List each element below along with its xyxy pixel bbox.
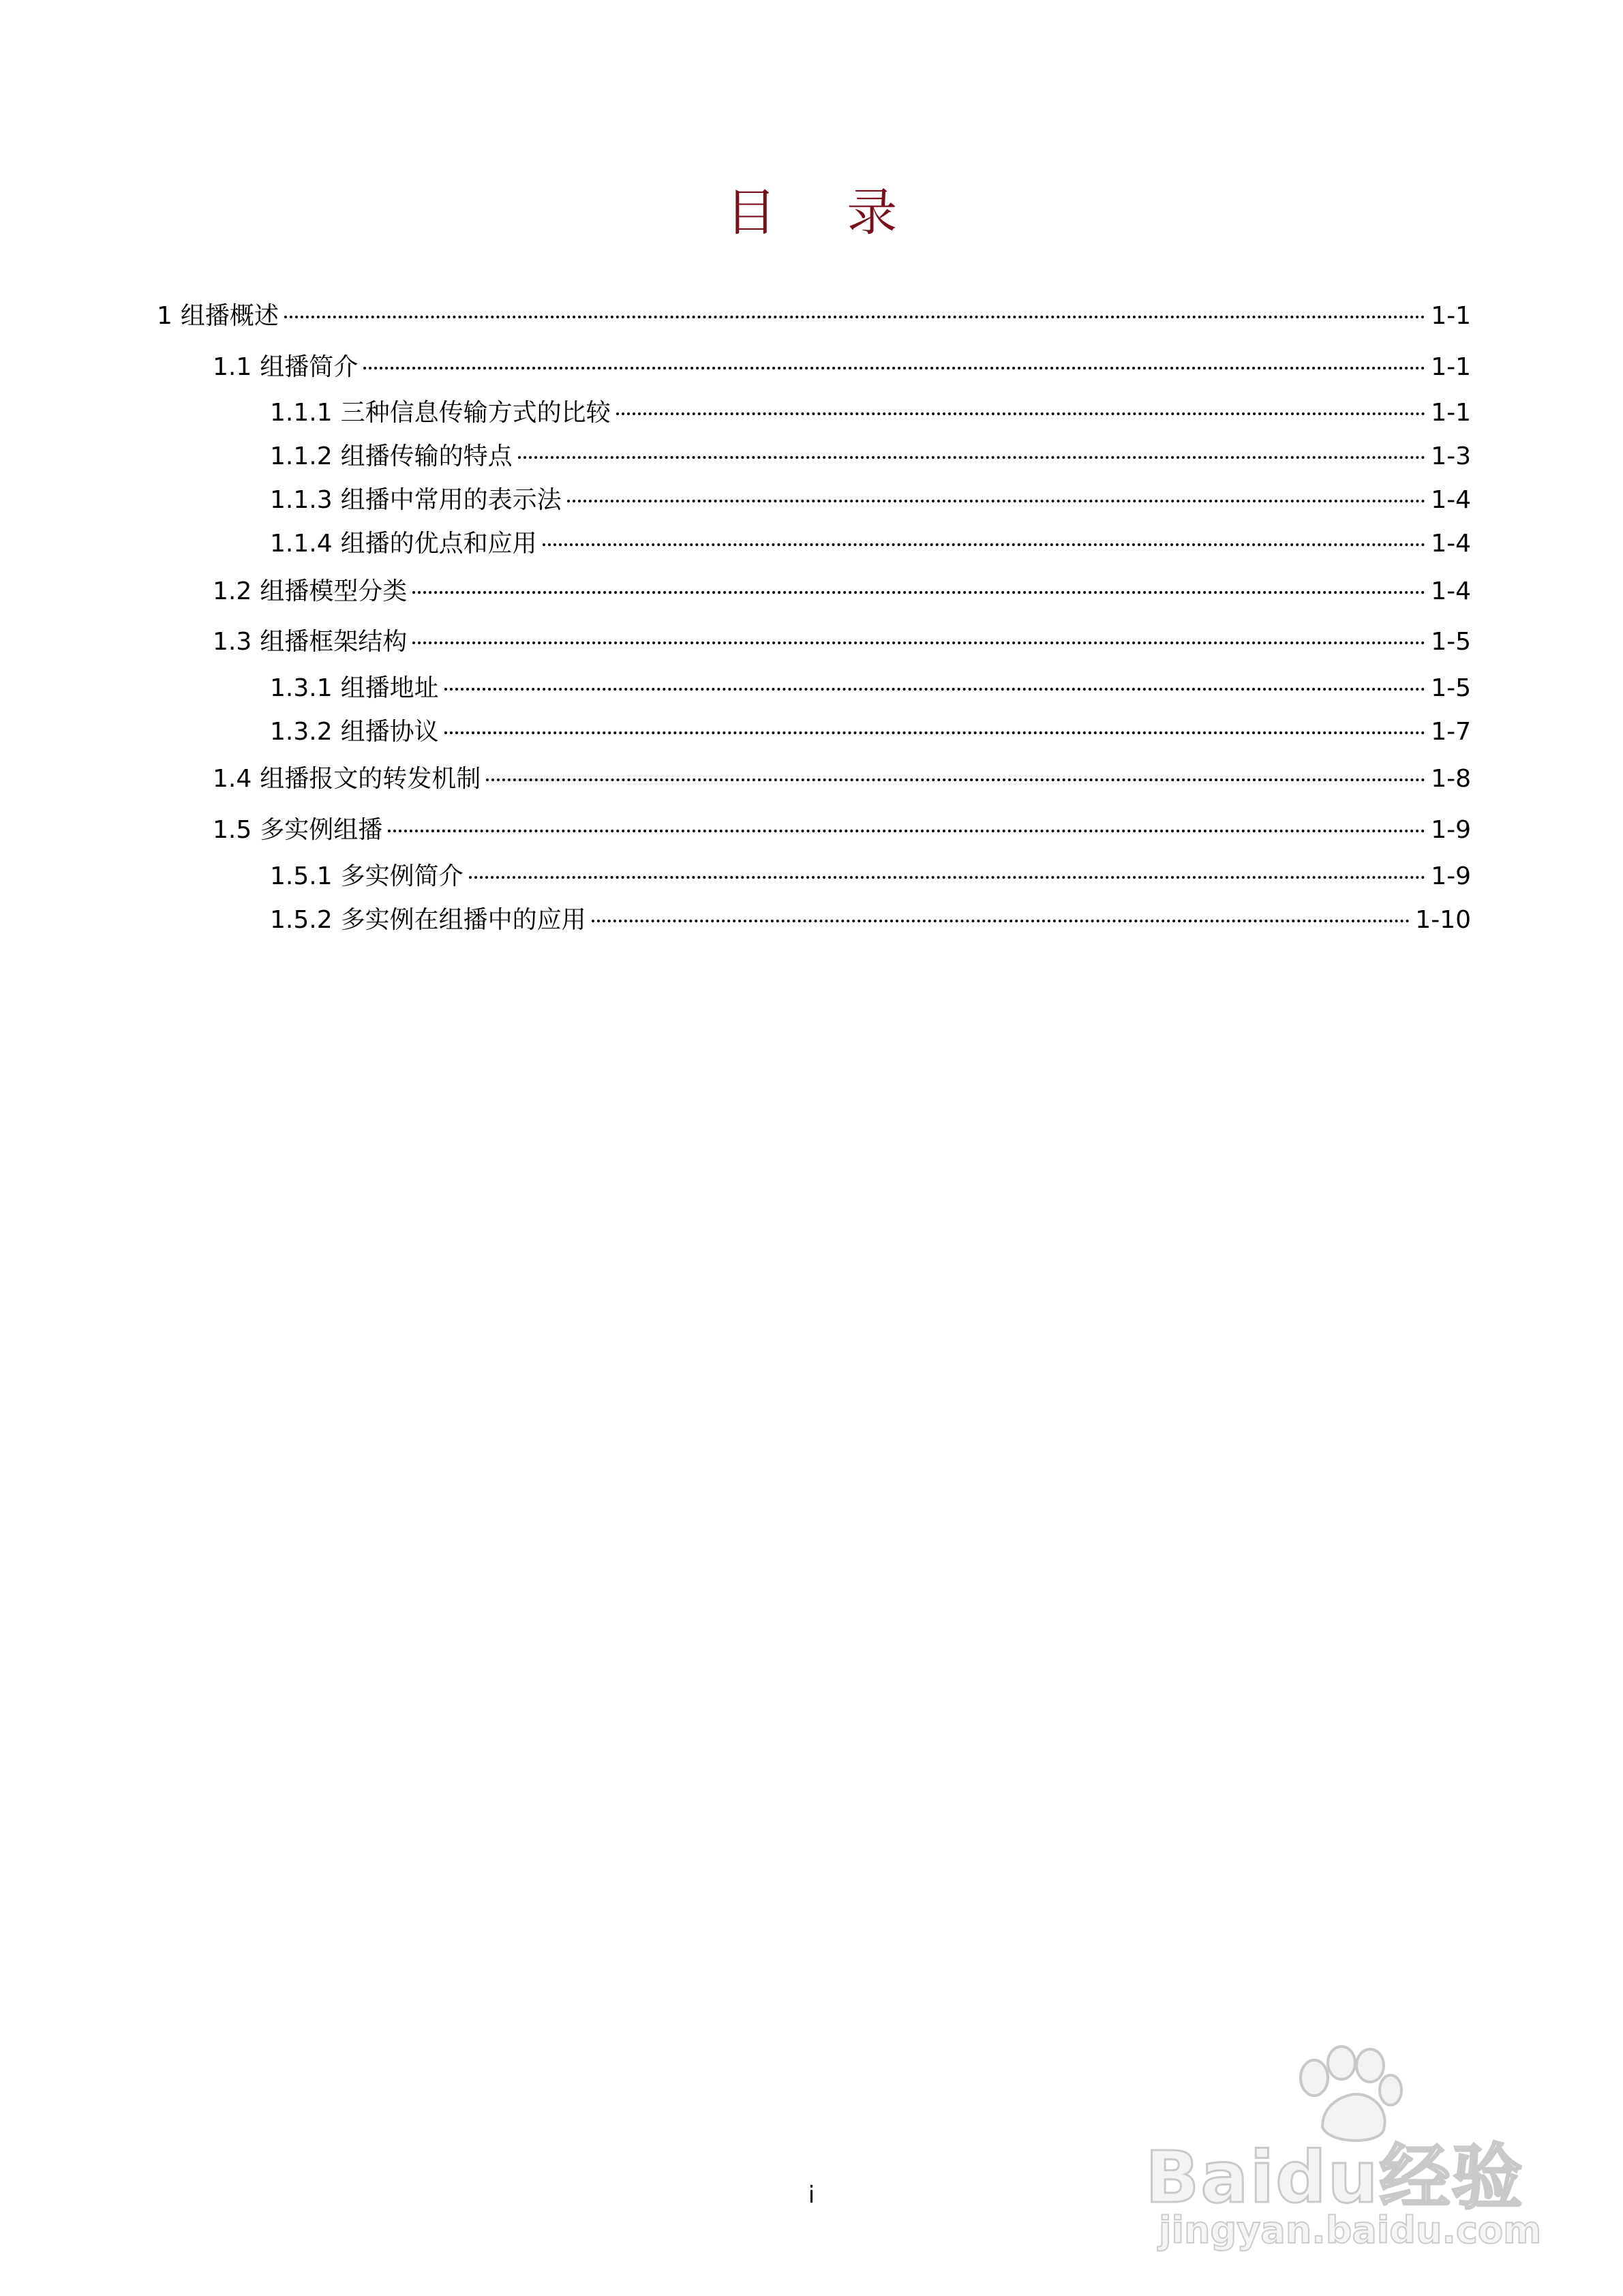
toc-entry-page: 1-10 (1415, 906, 1471, 934)
page-title: 目 录 (725, 183, 925, 242)
toc-dot-leader (469, 876, 1426, 879)
toc-entry-page: 1-3 (1431, 442, 1471, 470)
toc-entry-1-1-1[interactable] (270, 394, 1471, 432)
toc-entry-label: 三种信息传输方式的比较 (340, 399, 611, 427)
toc-entry-page: 1-4 (1431, 486, 1471, 514)
toc-entry-label: 组播的优点和应用 (340, 530, 537, 558)
toc-entry-number: 1.5 (213, 816, 252, 844)
toc-entry-number: 1.4 (213, 765, 252, 793)
toc-dot-leader (616, 412, 1426, 415)
toc-entry-page: 1-9 (1431, 816, 1471, 844)
toc-entry-number: 1.1.3 (270, 486, 333, 514)
toc-dot-leader (412, 591, 1425, 594)
toc-dot-leader (284, 316, 1425, 318)
toc-entry-page: 1-8 (1431, 765, 1471, 793)
toc-entry-1-3-1[interactable] (270, 669, 1471, 708)
toc-entry-label: 组播简介 (260, 353, 359, 381)
toc-entry-label: 组播报文的转发机制 (260, 765, 481, 793)
toc-dot-leader (543, 543, 1426, 546)
toc-entry-number: 1.2 (213, 577, 252, 605)
toc-dot-leader (363, 367, 1425, 369)
toc-entry-number: 1.1.1 (270, 399, 333, 427)
toc-entry-label: 组播模型分类 (260, 577, 408, 605)
toc-entry-page: 1-1 (1431, 353, 1471, 381)
toc-entry-number: 1.3 (213, 628, 252, 656)
toc-entry-page: 1-1 (1431, 399, 1471, 427)
watermark-brand: Baidu经验 (1145, 2136, 1524, 2219)
toc-entry-label: 组播中常用的表示法 (340, 486, 562, 514)
toc-dot-leader (412, 641, 1425, 644)
toc-entry-1-1-2[interactable] (270, 438, 1471, 476)
toc-entry-page: 1-4 (1431, 530, 1471, 558)
toc-entry-1-1-4[interactable] (270, 525, 1471, 563)
toc-entry-1-5[interactable] (213, 811, 1471, 849)
toc-entry-1[interactable] (157, 297, 1471, 335)
toc-entry-1-3[interactable] (213, 623, 1471, 661)
toc-entry-number: 1 (157, 302, 172, 330)
toc-entry-page: 1-4 (1431, 577, 1471, 605)
toc-entry-label: 多实例简介 (340, 862, 464, 890)
toc-entry-number: 1.1.4 (270, 530, 333, 558)
toc-entry-1-5-1[interactable] (270, 858, 1471, 896)
toc-entry-label: 组播协议 (340, 718, 439, 746)
watermark-site: jingyan.baidu.com (1159, 2209, 1542, 2252)
toc-entry-page: 1-5 (1431, 674, 1471, 702)
toc-entry-page: 1-5 (1431, 628, 1471, 656)
toc-entry-page: 1-7 (1431, 718, 1471, 746)
toc-entry-number: 1.1 (213, 353, 252, 381)
toc-entry-label: 组播传输的特点 (340, 442, 513, 470)
toc-entry-number: 1.5.2 (270, 906, 333, 934)
toc-entry-label: 组播框架结构 (260, 628, 408, 656)
toc-dot-leader (486, 779, 1425, 781)
toc-entry-label: 多实例组播 (260, 816, 383, 844)
toc-entry-page: 1-1 (1431, 302, 1471, 330)
toc-dot-leader (567, 500, 1426, 502)
toc-dot-leader (444, 688, 1426, 691)
toc-entry-1-5-2[interactable] (270, 901, 1471, 939)
toc-entry-label: 组播地址 (340, 674, 439, 702)
toc-entry-1-2[interactable] (213, 573, 1471, 611)
toc-entry-number: 1.3.2 (270, 718, 333, 746)
toc-entry-label: 多实例在组播中的应用 (340, 906, 586, 934)
toc-entry-1-1[interactable] (213, 348, 1471, 387)
toc-dot-leader (592, 920, 1410, 922)
toc-entry-number: 1.1.2 (270, 442, 333, 470)
toc-dot-leader (518, 456, 1426, 459)
toc-dot-leader (388, 830, 1425, 832)
toc-dot-leader (444, 731, 1426, 734)
toc-entry-1-1-3[interactable] (270, 481, 1471, 519)
baidu-jingyan-watermark (1145, 2045, 1542, 2252)
toc-entry-1-4[interactable] (213, 760, 1471, 798)
footer-page-number: i (808, 2181, 815, 2209)
toc-entry-number: 1.5.1 (270, 862, 333, 890)
toc-entry-number: 1.3.1 (270, 674, 333, 702)
toc-entry-label: 组播概述 (180, 302, 279, 330)
toc-entry-page: 1-9 (1431, 862, 1471, 890)
toc-entry-1-3-2[interactable] (270, 713, 1471, 751)
